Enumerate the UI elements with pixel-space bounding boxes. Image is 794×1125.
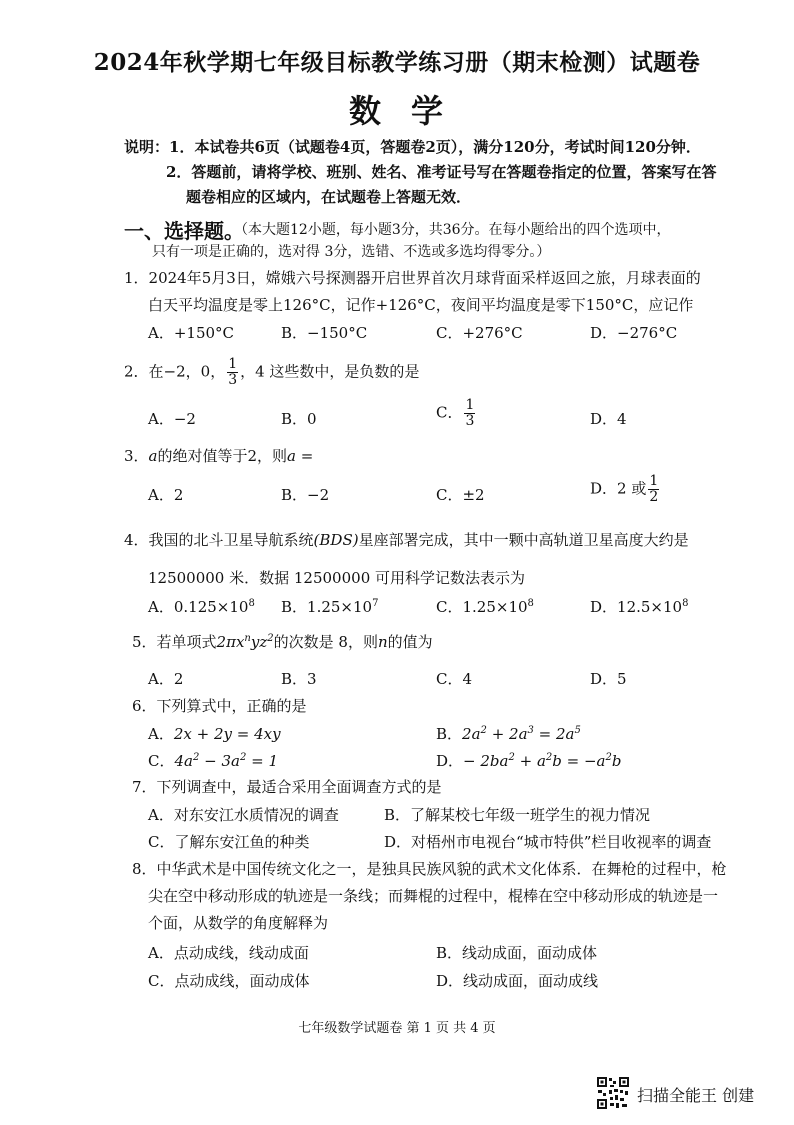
q2-option-c-label: C． (436, 403, 463, 422)
q6-option-a-label: A． (148, 725, 174, 743)
q2-option-c-num: 1 (465, 397, 475, 413)
section-note-1: （本大题12小题，每小题3分，共36分。在每小题给出的四个选项中， (234, 222, 671, 238)
q8-line2: 尖在空中移动形成的轨迹是一条线；而舞棍的过程中，棍棒在空中移动形成的轨迹是一 (148, 887, 719, 905)
q6-option-c (148, 750, 278, 771)
q6-d-e2: 2 (545, 752, 553, 763)
page-footer: 七年级数学试题卷 第 1 页 共 4 页 (298, 1021, 496, 1036)
q4-option-c-text: C．1.25×10 (436, 598, 528, 616)
q7-option-b: B．了解某校七年级一班学生的视力情况 (384, 806, 651, 824)
q6-option-b-expr (462, 725, 581, 743)
q1-option-c: C．+276°C (436, 324, 523, 342)
q2-fraction-num: 1 (228, 356, 238, 372)
q6-d-e1: 2 (508, 752, 515, 763)
q3-var: a (148, 447, 158, 465)
q1-option-d: D．−276°C (590, 324, 678, 342)
q4-line1-pre: 4．我国的北斗卫星导航系统 (124, 531, 314, 549)
q3-option-b: B．−2 (281, 486, 330, 504)
q1-line2: 白天平均温度是零上126°C，记作+126°C，夜间平均温度是零下150°C，应记作 (148, 296, 694, 314)
q6-b-e2: 3 (527, 725, 534, 736)
q5-mono-yz: yz (250, 633, 268, 651)
q2-stem-pre: 2．在−2，0， (124, 362, 226, 381)
q2-option-d: D．4 (590, 410, 627, 428)
instructions-line1 (124, 137, 701, 157)
q6-d-e3: 2 (605, 752, 612, 763)
q4-option-c (436, 596, 534, 617)
q5-option-a: A．2 (148, 670, 184, 688)
q6-c-e2: 2 (239, 752, 247, 763)
q3-option-a: A．2 (148, 486, 184, 504)
q6-b-1: 2a (462, 725, 481, 743)
exam-title: 2024年秋学期七年级目标教学练习册（期末检测）试题卷 (93, 49, 701, 76)
q3-text: 的绝对值等于2，则 (157, 447, 288, 465)
q1-option-b: B．−150°C (281, 324, 368, 342)
q2-option-c-den: 3 (465, 413, 475, 429)
q2-fraction-den: 3 (228, 372, 238, 388)
q6-option-b (436, 723, 581, 744)
q8-line3: 个面，从数学的角度解释为 (148, 914, 329, 932)
q6-option-d-expr (463, 752, 621, 770)
scanner-watermark: 扫描全能王 创建 (637, 1086, 755, 1105)
q3-number: 3． (124, 447, 149, 465)
q4-line2: 12500000 米．数据 12500000 可用科学记数法表示为 (148, 569, 526, 587)
q6-option-a-expr: 2x + 2y = 4xy (173, 725, 281, 743)
q4-line1 (124, 530, 689, 550)
q6-option-d-label: D． (436, 752, 464, 770)
q2-option-c (436, 398, 477, 429)
q3-option-d-den: 2 (649, 489, 659, 505)
q3-eq: a = (287, 447, 314, 465)
q6-c-e1: 2 (192, 752, 200, 763)
instructions-label: 说明： (124, 138, 170, 156)
q8-option-c: C．点动成线，面动成体 (148, 972, 310, 990)
q8-option-a: A．点动成线，线动成面 (148, 944, 309, 962)
q1-option-a: A．+150°C (148, 324, 235, 342)
q6-d-4: b (611, 752, 622, 770)
q6-option-d (436, 750, 621, 771)
q6-d-2: + a (519, 752, 546, 770)
q4-option-b (281, 596, 378, 617)
q1-line1: 1．2024年5月3日，嫦娥六号探测器开启世界首次月球背面采样返回之旅，月球表面的 (124, 269, 701, 287)
subject-title: 数学 (348, 92, 473, 130)
q4-option-b-exp: 7 (372, 598, 379, 609)
q5-monomial (217, 633, 274, 651)
q8-line1: 8．中华武术是中国传统文化之一，是独具民族风貌的武术文化体系．在舞枪的过程中，枪 (132, 860, 727, 878)
q5-option-d: D．5 (590, 670, 627, 688)
q7-option-d: D．对梧州市电视台“城市特供”栏目收视率的调查 (384, 833, 712, 851)
instructions-item2b: 题卷相应的区域内，在试题卷上答题无效． (186, 188, 472, 206)
q3-option-d-label: D．2 或 (590, 479, 647, 498)
q2-option-b: B．0 (281, 410, 317, 428)
q4-option-d-exp: 8 (682, 598, 689, 609)
q4-option-c-exp: 8 (527, 598, 534, 609)
qr-code-icon (596, 1076, 630, 1110)
instructions-item1: 1．本试卷共6页（试题卷4页，答题卷2页），满分120分，考试时间120分钟． (169, 138, 701, 156)
q2-fraction (227, 357, 238, 388)
q2-option-a: A．−2 (148, 410, 196, 428)
q4-option-a-text: A．0.125×10 (148, 598, 249, 616)
q5-pre: 5．若单项式 (132, 633, 217, 651)
instructions-item2a: 2．答题前，请将学校、班别、姓名、准考证号写在答题卷指定的位置，答案写在答 (166, 163, 717, 181)
q6-option-c-label: C． (148, 752, 175, 770)
q2-stem (124, 357, 419, 388)
q5-option-c: C．4 (436, 670, 473, 688)
q3-option-d (590, 474, 661, 505)
q3-option-d-num: 1 (649, 473, 659, 489)
q5-mono-n: n (244, 633, 251, 644)
q5-var: n (377, 633, 388, 651)
q4-option-a-exp: 8 (248, 598, 255, 609)
section-note-2: 只有一项是正确的，选对得 3分，选错、不选或多选均得零分。） (152, 244, 551, 260)
q7-option-c: C．了解东安江鱼的种类 (148, 833, 310, 851)
q6-b-e3: 5 (574, 725, 581, 736)
q6-option-c-expr (174, 752, 278, 770)
q5-option-b: B．3 (281, 670, 317, 688)
q7-stem: 7．下列调查中，最适合采用全面调查方式的是 (132, 778, 442, 796)
q6-c-3: = 1 (251, 752, 279, 770)
q3-option-d-fraction (648, 474, 659, 505)
q6-c-1: 4a (174, 752, 193, 770)
q7-option-a: A．对东安江水质情况的调查 (148, 806, 339, 824)
q4-option-b-text: B．1.25×10 (281, 598, 373, 616)
q5-mono-base: 2πx (216, 633, 245, 651)
q6-option-b-label: B． (436, 725, 463, 743)
q4-option-d-text: D．12.5×10 (590, 598, 683, 616)
q6-option-a (148, 723, 281, 744)
q5-mid: 的次数是 8，则 (273, 633, 378, 651)
q4-option-d (590, 596, 688, 617)
q6-c-2: − 3a (204, 752, 240, 770)
q5-mono-exp: 2 (267, 633, 274, 644)
q6-d-1: − 2ba (463, 752, 509, 770)
section-title: 一、选择题。 (124, 219, 244, 243)
q6-b-3: = 2a (538, 725, 575, 743)
q2-stem-post: ，4 这些数中，是负数的是 (240, 362, 420, 381)
q5-stem (132, 632, 433, 652)
q4-bds: (BDS) (313, 531, 359, 549)
q8-option-d: D．线动成面，面动成线 (436, 972, 599, 990)
q6-b-e1: 2 (480, 725, 487, 736)
q6-b-2: + 2a (491, 725, 528, 743)
q6-d-3: b = −a (552, 752, 606, 770)
q3-stem (124, 446, 313, 466)
q6-stem: 6．下列算式中，正确的是 (132, 697, 307, 715)
q4-option-a (148, 596, 255, 617)
q2-option-c-fraction (464, 398, 475, 429)
q3-option-c: C．±2 (436, 486, 485, 504)
q5-post: 的值为 (387, 633, 433, 651)
q8-option-b: B．线动成面，面动成体 (436, 944, 598, 962)
q4-line1-post: 星座部署完成，其中一颗中高轨道卫星高度大约是 (358, 531, 689, 549)
